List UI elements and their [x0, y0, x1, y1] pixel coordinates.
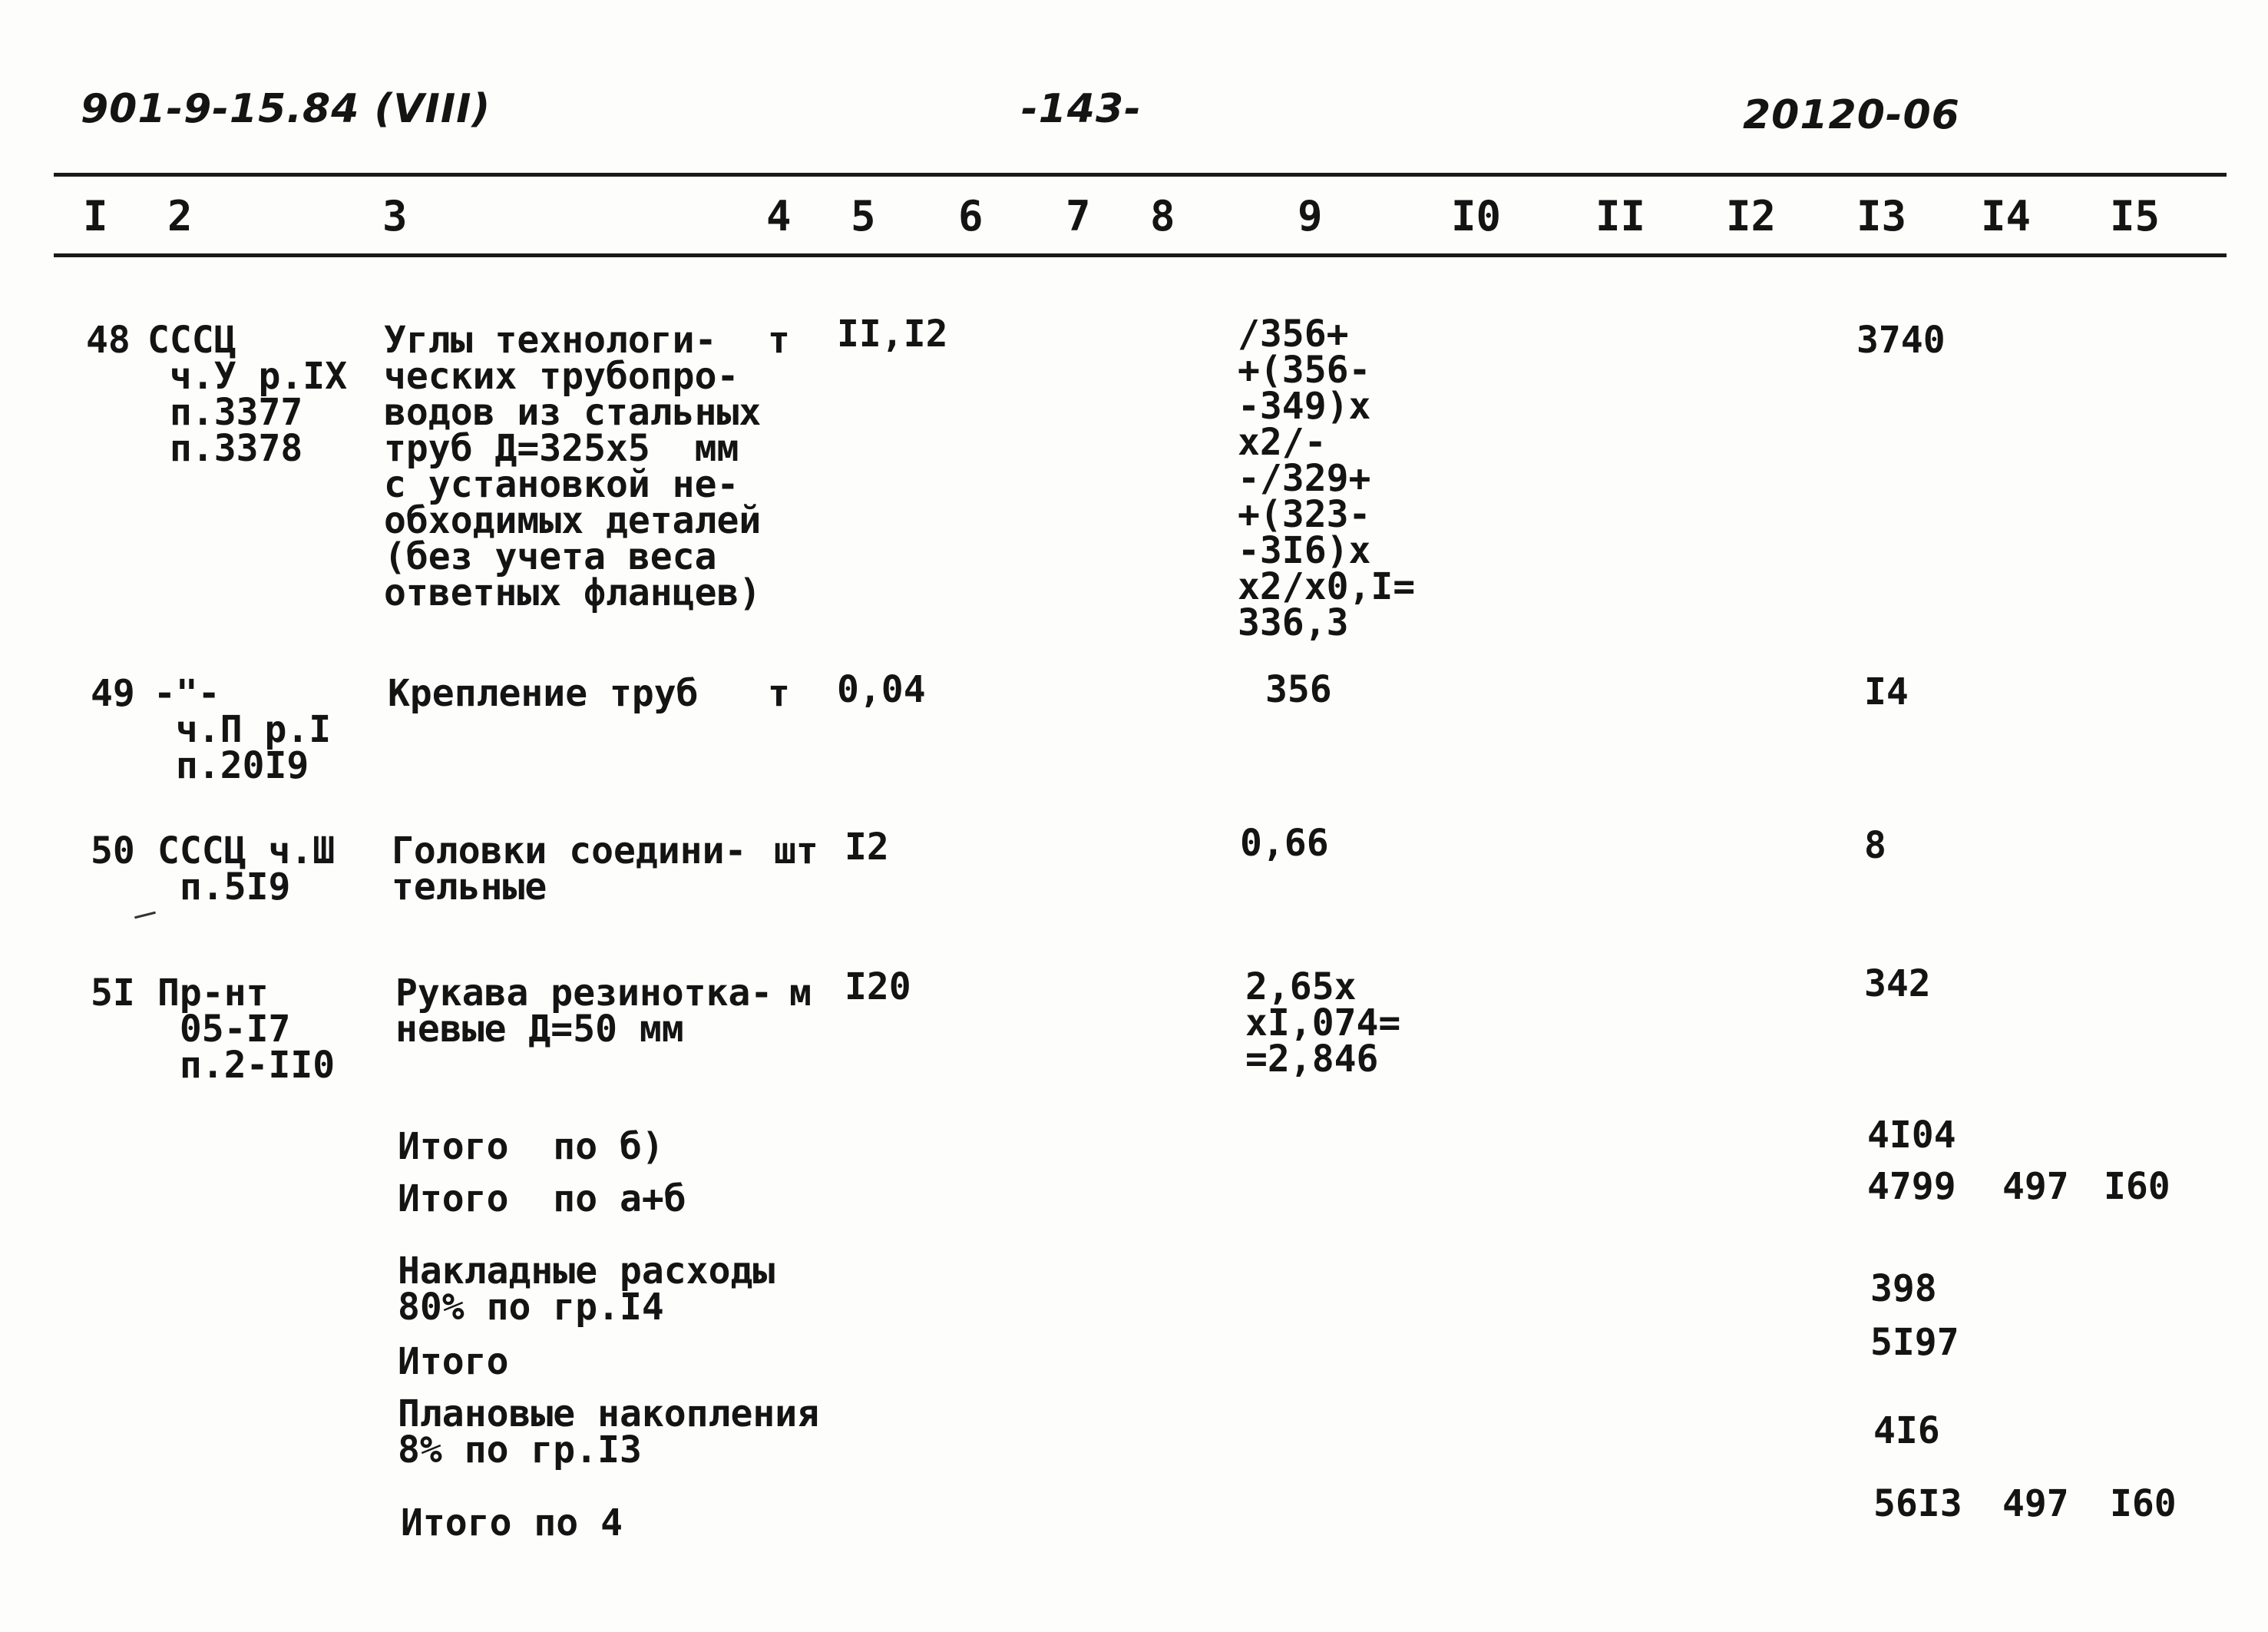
item-name: Головки соедини- тельные: [392, 829, 747, 909]
row-number: 5I: [91, 972, 135, 1015]
unit-price-calc: 2,65х хI,074= =2,846: [1245, 965, 1401, 1081]
row-number: 48: [86, 319, 131, 362]
summary-col13: 5I97: [1870, 1321, 1959, 1364]
column-header-9: 9: [1298, 192, 1323, 240]
summary-label: Итого по а+б: [398, 1177, 686, 1220]
unit: т: [768, 319, 790, 362]
unit: шт: [774, 829, 818, 872]
total-cost: 3740: [1856, 319, 1946, 362]
column-header-10: I0: [1451, 192, 1502, 240]
summary-col14: 497: [2002, 1482, 2069, 1525]
unit-price-calc: 0,66: [1240, 822, 1329, 865]
summary-col15: I60: [2104, 1165, 2170, 1208]
price-reference: СССЦ ч.Ш п.5I9: [157, 829, 336, 909]
top-rule: [54, 173, 2227, 177]
item-name: Углы технологи- ческих трубопро- водов из стальных труб Д=325х5 мм с установкой не- обходимых деталей (без учета веса ответных фланцев): [384, 319, 762, 614]
summary-label: Накладные расходы 80% по гр.I4: [398, 1250, 775, 1329]
item-name: Рукава резинотка- невые Д=50 мм: [395, 972, 773, 1051]
summary-col13: 56I3: [1873, 1482, 1962, 1525]
summary-label: Итого по б): [398, 1125, 664, 1168]
document-code: 901-9-15.84 (VIII): [81, 86, 491, 132]
unit-price-calc: 356: [1265, 668, 1332, 711]
page-number: -143-: [1021, 86, 1142, 132]
total-cost: 8: [1864, 824, 1886, 867]
total-cost: 342: [1864, 962, 1931, 1005]
price-reference: -"- ч.П р.I п.20I9: [154, 672, 332, 787]
summary-col13: 4I6: [1873, 1409, 1940, 1452]
column-header-4: 4: [766, 192, 792, 240]
column-header-5: 5: [851, 192, 876, 240]
total-cost: I4: [1864, 670, 1909, 713]
summary-label: Плановые накопления 8% по гр.I3: [398, 1392, 820, 1471]
unit: м: [789, 972, 812, 1015]
sheet-code: 20120-06: [1743, 92, 1960, 138]
column-header-15: I5: [2110, 192, 2161, 240]
quantity: I20: [845, 965, 911, 1008]
quantity: I2: [845, 826, 889, 869]
item-name: Крепление труб: [388, 672, 699, 715]
price-reference: Пр-нт 05-I7 п.2-II0: [157, 972, 336, 1087]
summary-col13: 4I04: [1867, 1114, 1956, 1157]
summary-col15: I60: [2110, 1482, 2177, 1525]
column-header-7: 7: [1066, 192, 1091, 240]
column-header-3: 3: [382, 192, 408, 240]
row-number: 50: [91, 829, 135, 872]
pen-mark: [134, 912, 156, 919]
quantity: 0,04: [837, 668, 926, 711]
quantity: II,I2: [837, 313, 948, 356]
column-header-1: I: [83, 192, 108, 240]
column-header-13: I3: [1856, 192, 1907, 240]
summary-col14: 497: [2002, 1165, 2069, 1208]
column-header-14: I4: [1981, 192, 2032, 240]
row-number: 49: [91, 672, 135, 715]
summary-label: Итого по 4: [401, 1501, 623, 1544]
header-bottom-rule: [54, 253, 2227, 257]
price-reference: СССЦ ч.У р.IX п.3377 п.3378: [147, 319, 348, 470]
summary-col13: 398: [1870, 1267, 1937, 1310]
unit: т: [768, 672, 790, 715]
column-header-2: 2: [167, 192, 193, 240]
summary-col13: 4799: [1867, 1165, 1956, 1208]
summary-label: Итого: [398, 1340, 509, 1383]
column-header-8: 8: [1150, 192, 1175, 240]
unit-price-calc: /356+ +(356- -349)х х2/- -/329+ +(323- -3I6)х х2/х0,I= 336,3: [1238, 313, 1416, 644]
column-header-12: I2: [1726, 192, 1777, 240]
column-header-11: II: [1595, 192, 1646, 240]
column-header-6: 6: [958, 192, 984, 240]
